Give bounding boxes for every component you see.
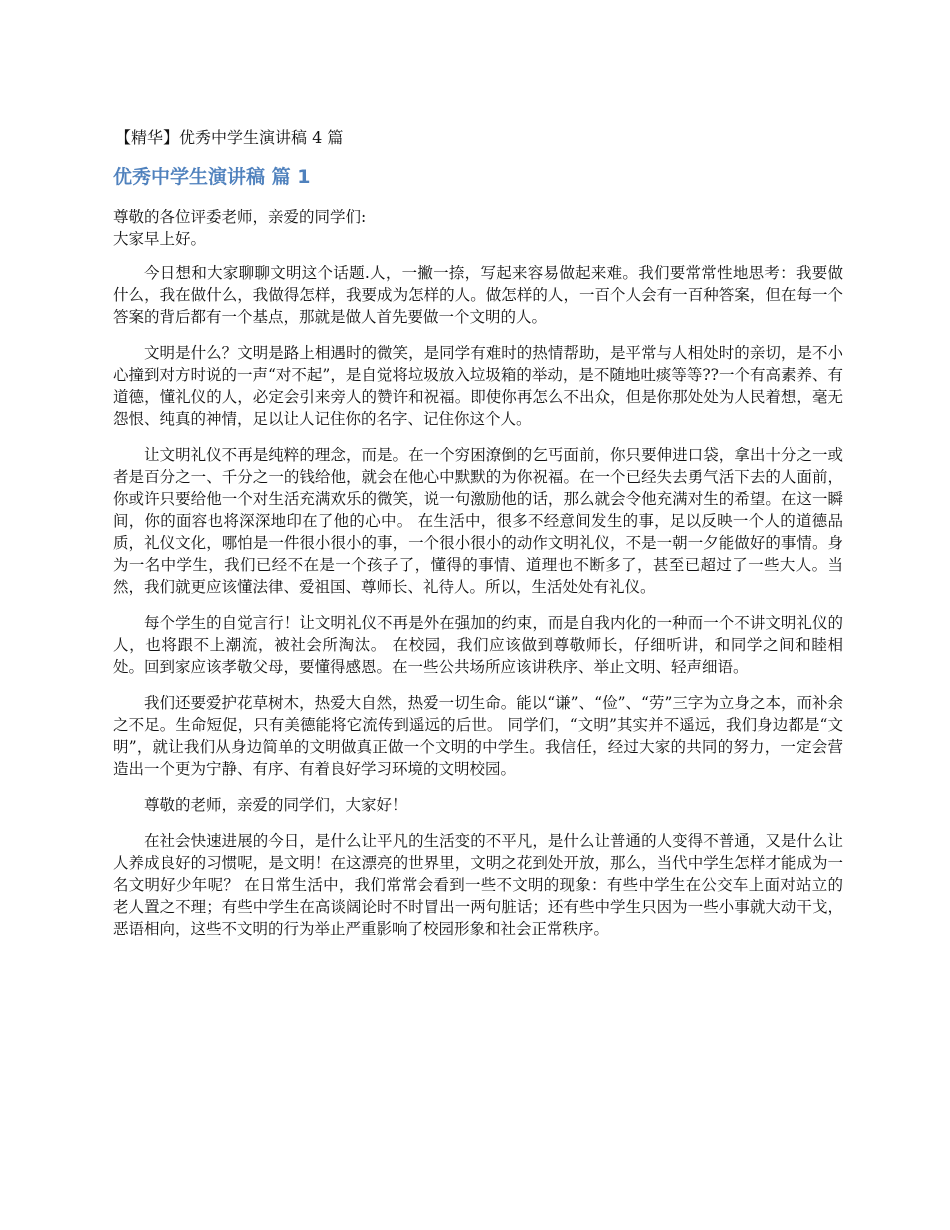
body-paragraph: 今日想和大家聊聊文明这个话题.人，一撇一捺，写起来容易做起来难。我们要常常性地思考：我要做什么，我在做什么，我做得怎样，我要成为怎样的人。做怎样的人，一百个人会有一百种答案，但在每一个答案的背后都有一个基点，那就是做人首先要做一个文明的人。 — [113, 264, 843, 326]
body-paragraph: 我们还要爱护花草树木，热爱大自然，热爱一切生命。能以“谦”、“俭”、“劳”三字为立身之本，而补余之不足。生命短促，只有美德能将它流传到遥远的后世。 同学们，“文明”其实并不遥远，我们身边都是“文明”，就让我们从身边简单的文明做真正做一个文明的中学生。我信任，经过大家的共同的努力，一定会营造出一个更为宁静、有序、有着良好学习环境的文明校园。 — [113, 694, 843, 778]
body-paragraph: 每个学生的自觉言行！让文明礼仪不再是外在强加的约束，而是自我内化的一种而一个不讲文明礼仪的人，也将跟不上潮流，被社会所淘汰。 在校园，我们应该做到尊敬师长，仔细听讲，和同学之间和睦相处。回到家应该孝敬父母，要懂得感恩。在一些公共场所应该讲秩序、举止文明、轻声细语。 — [113, 614, 843, 676]
greeting-line: 大家早上好。 — [113, 230, 207, 248]
greeting-line: 尊敬的各位评委老师，亲爱的同学们: — [113, 208, 367, 226]
body-paragraph: 文明是什么？文明是路上相遇时的微笑，是同学有难时的热情帮助，是平常与人相处时的亲切，是不小心撞到对方时说的一声“对不起”，是自觉将垃圾放入垃圾箱的举动，是不随地吐痰等等??一个有高素养、有道德，懂礼仪的人，必定会引来旁人的赞许和祝福。即使你再怎么不出众，但是你那处处为人民着想，毫无怨恨、纯真的神情，足以让人记住你的名字、记住你这个人。 — [113, 344, 843, 428]
section-heading: 优秀中学生演讲稿 篇 1 — [113, 166, 311, 188]
greeting-block — [113, 206, 843, 250]
document-title: 【精华】优秀中学生演讲稿 4 篇 — [115, 128, 344, 147]
body-paragraph: 让文明礼仪不再是纯粹的理念，而是。在一个穷困潦倒的乞丐面前，你只要伸进口袋，拿出十分之一或者是百分之一、千分之一的钱给他，就会在他心中默默的为你祝福。在一个已经失去勇气活下去的人面前，你或许只要给他一个对生活充满欢乐的微笑，说一句激励他的话，那么就会令他充满对生的希望。在这一瞬间，你的面容也将深深地印在了他的心中。 在生活中，很多不经意间发生的事，足以反映一个人的道德品质，礼仪文化，哪怕是一件很小很小的事，一个很小很小的动作文明礼仪，不是一朝一夕能做好的事情。身为一名中学生，我们已经不在是一个孩子了，懂得的事情、道理也不断多了，甚至已超过了一些大人。当然，我们就更应该懂法律、爱祖国、尊师长、礼待人。所以，生活处处有礼仪。 — [113, 446, 843, 596]
speech-body — [113, 262, 843, 954]
body-paragraph: 在社会快速进展的今日，是什么让平凡的生活变的不平凡，是什么让普通的人变得不普通，又是什么让人养成良好的习惯呢，是文明！在这漂亮的世界里，文明之花到处开放，那么，当代中学生怎样才能成为一名文明好少年呢？ 在日常生活中，我们常常会看到一些不文明的现象：有些中学生在公交车上面对站立的老人置之不理；有些中学生在高谈阔论时不时冒出一两句脏话；还有些中学生只因为一些小事就大动干戈，恶语相向，这些不文明的行为举止严重影响了校园形象和社会正常秩序。 — [113, 832, 843, 938]
body-paragraph: 尊敬的老师，亲爱的同学们，大家好！ — [144, 796, 408, 814]
